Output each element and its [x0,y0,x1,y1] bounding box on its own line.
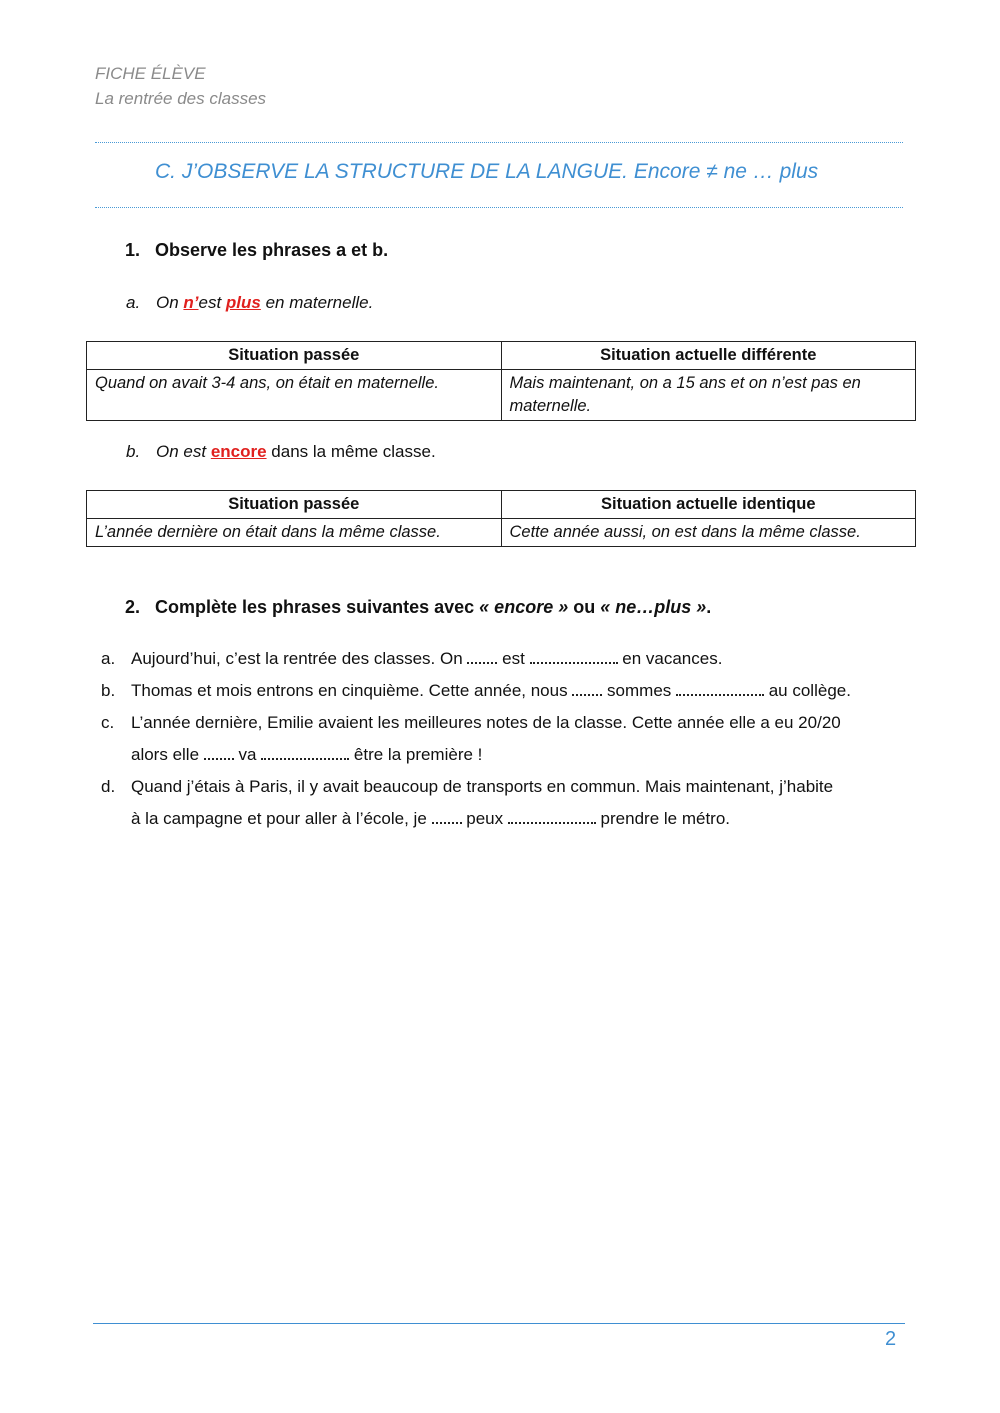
table-cell-right: Cette année aussi, on est dans la même classe. [501,519,916,547]
example-a [126,293,373,313]
highlight-plus: plus [225,293,261,312]
question-text: Observe les phrases a et b. [155,240,389,260]
example-label: a. [126,293,141,312]
table-cell-left: L’année dernière on était dans la même classe. [87,519,502,547]
example-text: en maternelle. [260,293,374,312]
blank-long[interactable] [261,744,349,760]
highlight-ne: n’ [183,293,199,312]
item-letter: b. [101,681,116,700]
header-line-2: La rentrée des classes [95,89,267,108]
question-number: 1. [125,240,141,260]
item-letter: c. [101,713,115,732]
exercise-item-d [101,771,906,835]
table-situation-identique [86,490,916,547]
example-text: dans la même classe. [266,442,436,461]
item-text: Aujourd’hui, c’est la rentrée des classes. On [131,649,468,668]
example-text: On est [156,442,211,461]
example-label: b. [126,442,141,461]
blank-short[interactable] [432,808,462,824]
item-continuation [101,739,906,771]
document-header [95,61,266,111]
item-text: L’année dernière, Emilie avaient les meilleures notes de la classe. Cette année elle a eu 20/20 [131,713,841,732]
blank-long[interactable] [508,808,596,824]
blank-short[interactable] [572,680,602,696]
item-text: au collège. [764,681,851,700]
item-text: à la campagne et pour aller à l’école, je [131,809,432,828]
divider-bottom [95,207,903,208]
table-situation-differente [86,341,916,421]
example-b [126,442,436,462]
page-number: 2 [885,1328,897,1350]
item-text: être la première ! [349,745,483,764]
table-header-right: Situation actuelle différente [501,342,916,370]
item-letter: a. [101,649,116,668]
example-text: est [198,293,226,312]
item-text: peux [461,809,508,828]
item-continuation [101,803,906,835]
question-text: . [706,597,712,617]
blank-short[interactable] [204,744,234,760]
table-header-left: Situation passée [87,342,502,370]
blank-long[interactable] [676,680,764,696]
option-ne-plus: « ne…plus » [600,597,707,617]
table-cell-left: Quand on avait 3-4 ans, on était en maternelle. [87,370,502,421]
table-header-right: Situation actuelle identique [501,491,916,519]
exercise-item-b [101,675,906,707]
option-encore: « encore » [479,597,569,617]
item-text: alors elle [131,745,204,764]
question-text: ou [568,597,601,617]
item-text: est [497,649,530,668]
blank-long[interactable] [530,648,618,664]
item-text: Thomas et mois entrons en cinquième. Cette année, nous [131,681,573,700]
section-title: C. J’OBSERVE LA STRUCTURE DE LA LANGUE. Encore ≠ ne … plus [155,160,819,183]
item-text: Quand j’étais à Paris, il y avait beaucoup de transports en commun. Mais maintenant, j’habite [131,777,834,796]
question-2-title [125,597,711,618]
question-text: Complète les phrases suivantes avec [155,597,480,617]
example-text: On [156,293,184,312]
blank-short[interactable] [467,648,497,664]
question-number: 2. [125,597,141,617]
highlight-encore: encore [210,442,267,461]
item-text: sommes [602,681,676,700]
item-letter: d. [101,777,116,796]
table-cell-right: Mais maintenant, on a 15 ans et on n’est pas en maternelle. [501,370,916,421]
header-line-1: FICHE ÉLÈVE [95,64,206,83]
item-text: en vacances. [617,649,723,668]
table-header-left: Situation passée [87,491,502,519]
divider-top [95,142,903,143]
question-1-title [125,240,388,261]
item-text: va [233,745,262,764]
item-text: prendre le métro. [595,809,731,828]
footer-divider [93,1323,905,1324]
exercise-item-a [101,643,906,675]
exercise-item-c [101,707,906,771]
